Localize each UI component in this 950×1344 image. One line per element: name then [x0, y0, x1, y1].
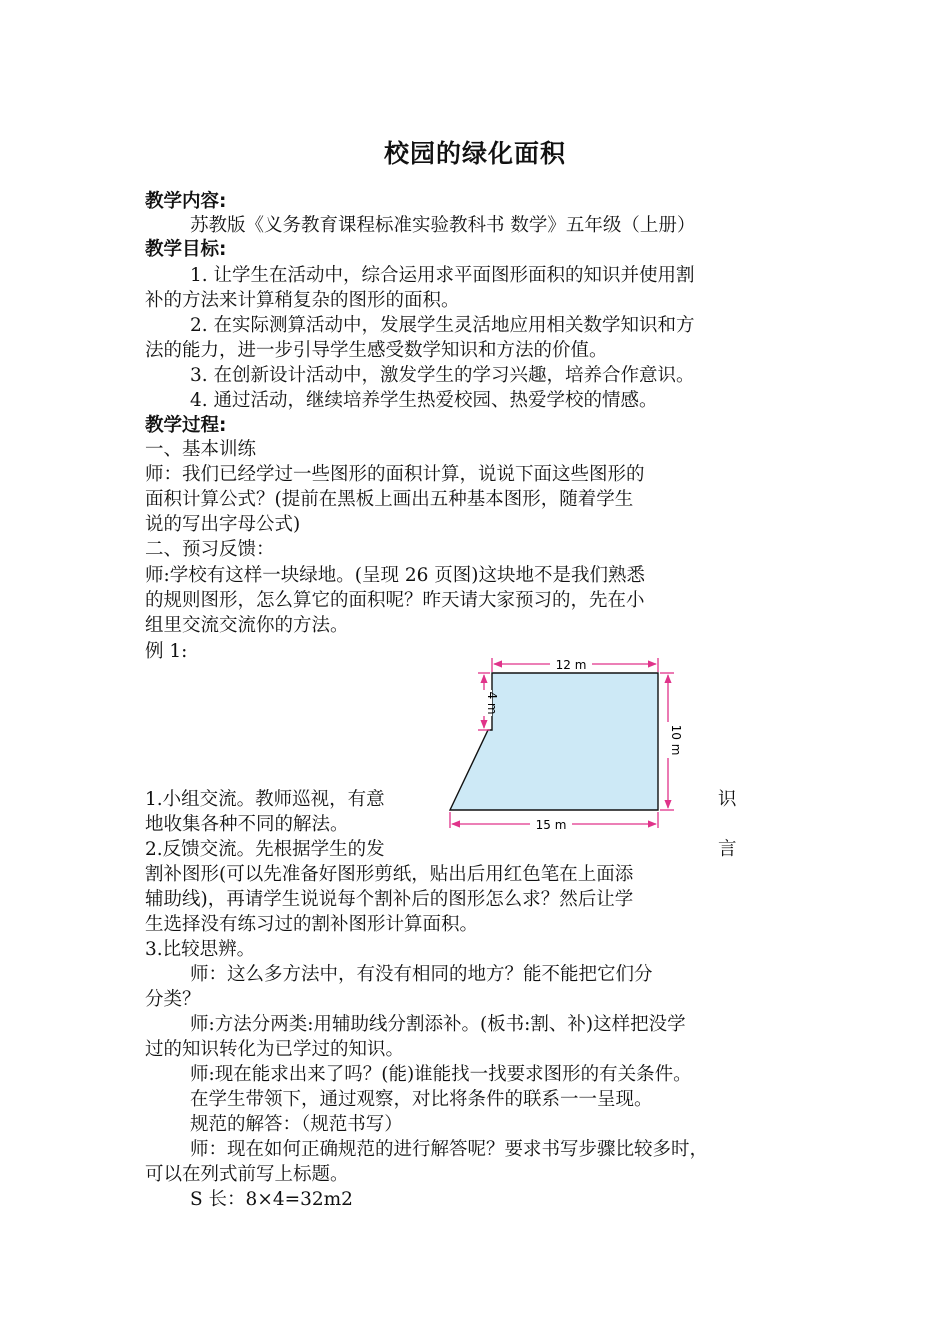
- process-line: 辅助线)，再请学生说说每个割补后的图形怎么求？然后让学: [145, 889, 634, 910]
- content-heading: 教学内容:: [145, 191, 227, 212]
- process-line: 师：现在如何正确规范的进行解答呢？要求书写步骤比较多时，: [190, 1139, 709, 1160]
- process-line: 师:学校有这样一块绿地。(呈现 26 页图)这块地不是我们熟悉: [145, 565, 645, 586]
- process-line: 师：这么多方法中，有没有相同的地方？能不能把它们分: [190, 964, 653, 985]
- process-line-tail: 识: [718, 789, 737, 810]
- process-line: 面积计算公式？(提前在黑板上画出五种基本图形，随着学生: [145, 489, 634, 510]
- dimension-label-bottom: 15 m: [535, 818, 567, 832]
- process-line: 分类？: [145, 989, 201, 1010]
- formula-line: S 长：8×4=32m2: [190, 1189, 353, 1210]
- process-line: 可以在列式前写上标题。: [145, 1164, 349, 1185]
- process-line: 说的写出字母公式): [145, 514, 301, 535]
- page-title: 校园的绿化面积: [383, 139, 566, 168]
- goals-heading: 教学目标:: [145, 239, 227, 260]
- process-line: 一、基本训练: [145, 439, 257, 460]
- process-line-tail: 言: [718, 839, 737, 860]
- process-line: 3.比较思辨。: [145, 939, 256, 960]
- process-line: 生选择没有练习过的割补图形计算面积。: [145, 914, 479, 935]
- dimension-label-right: 10 m: [669, 724, 683, 756]
- process-line: 规范的解答：（规范书写）: [190, 1114, 403, 1135]
- process-line: 1.小组交流。教师巡视，有意: [145, 789, 385, 810]
- process-line: 组里交流交流你的方法。: [145, 615, 349, 636]
- example-label: 例 1:: [145, 641, 188, 662]
- content-text: 苏教版《义务教育课程标准实验教科书 数学》五年级（上册）: [190, 215, 696, 236]
- process-line: 师:现在能求出来了吗？(能)谁能找一找要求图形的有关条件。: [190, 1064, 692, 1085]
- goal-3: 3. 在创新设计活动中，激发学生的学习兴趣，培养合作意识。: [190, 365, 695, 386]
- process-line: 过的知识转化为已学过的知识。: [145, 1039, 405, 1060]
- goal-4: 4. 通过活动，继续培养学生热爱校园、热爱学校的情感。: [190, 390, 658, 411]
- process-line: 师:方法分两类:用辅助线分割添补。(板书:割、补)这样把没学: [190, 1014, 686, 1035]
- process-line: 师：我们已经学过一些图形的面积计算，说说下面这些图形的: [145, 464, 645, 485]
- process-line: 二、预习反馈：: [145, 539, 275, 560]
- dimension-label-left: 4 m: [485, 691, 499, 715]
- goal-1-line-2: 补的方法来计算稍复杂的图形的面积。: [145, 290, 460, 311]
- dimension-label-top: 12 m: [555, 658, 587, 672]
- process-line: 割补图形(可以先准备好图形剪纸，贴出后用红色笔在上面添: [145, 864, 634, 885]
- process-line: 地收集各种不同的解法。: [145, 814, 349, 835]
- green-area-figure: [440, 650, 710, 840]
- goal-1-line-1: 1. 让学生在活动中，综合运用求平面图形面积的知识并使用割: [190, 265, 695, 286]
- process-line: 的规则图形，怎么算它的面积呢？昨天请大家预习的，先在小: [145, 590, 645, 611]
- process-line: 2.反馈交流。先根据学生的发: [145, 839, 385, 860]
- goal-2-line-2: 法的能力，进一步引导学生感受数学知识和方法的价值。: [145, 340, 608, 361]
- goal-2-line-1: 2. 在实际测算活动中，发展学生灵活地应用相关数学知识和方: [190, 315, 695, 336]
- process-heading: 教学过程:: [145, 415, 227, 436]
- process-line: 在学生带领下，通过观察，对比将条件的联系一一呈现。: [190, 1089, 653, 1110]
